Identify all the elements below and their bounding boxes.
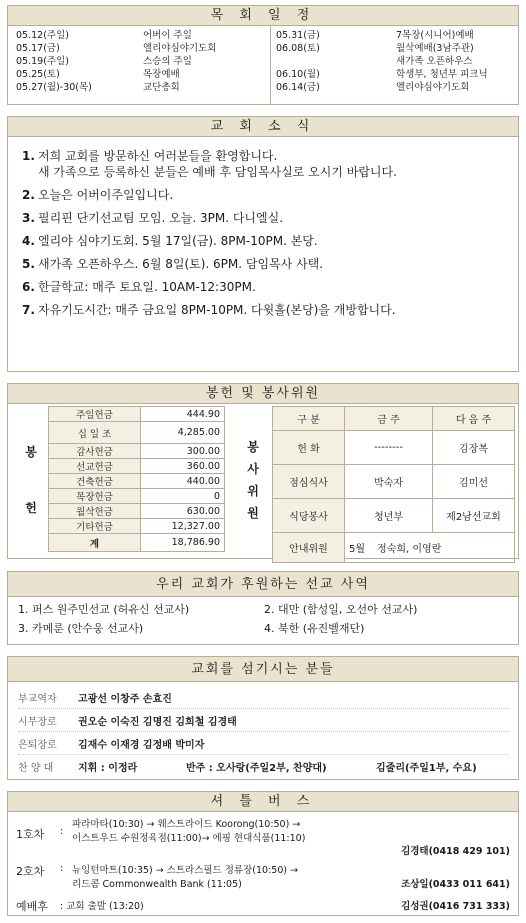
mission-item: 4. 북한 (유진벨재단) — [264, 622, 365, 635]
schedule-divider — [270, 26, 271, 104]
schedule-title: 목 회 일 정 — [8, 6, 518, 26]
shuttle-return-label: 예배후 — [16, 900, 48, 913]
servers-row — [18, 732, 508, 755]
schedule-event: 목장예배 — [143, 69, 180, 80]
serve-row: 점심식사 박숙자 김미선 — [273, 465, 515, 499]
schedule-body — [8, 26, 518, 104]
news-text: 한글학교: 매주 토요일. 10AM-12:30PM. — [38, 280, 256, 294]
schedule-event: 교단총회 — [143, 82, 180, 93]
schedule-date: 05.27(월)-30(목) — [16, 82, 92, 93]
schedule-left-events — [143, 29, 216, 94]
servers-names: 반주 : 오사랑(주일2부, 찬양대) — [186, 763, 327, 774]
schedule-left-dates — [16, 29, 92, 94]
schedule-event: 7목장(시니어)예배 — [396, 30, 474, 41]
servers-body — [8, 682, 518, 782]
news-item — [22, 148, 504, 180]
serve-head-row: 구 분 금 주 다 음 주 — [273, 407, 515, 431]
missions-title: 우리 교회가 후원하는 선교 사역 — [8, 572, 518, 597]
news-section — [7, 116, 519, 372]
mission-item: 2. 대만 (함성일, 오선아 선교사) — [264, 603, 418, 616]
news-text: 오늘은 어버이주일입니다. — [38, 188, 174, 202]
schedule-event: 어버이 주일 — [143, 30, 192, 41]
mission-item: 1. 퍼스 원주민선교 (허유신 선교사) — [18, 603, 190, 616]
shuttle-route: 파라마타(10:30) → 웨스트라이드 Koorong(10:50) → — [72, 819, 301, 830]
servers-names: 김줄리(주일1부, 수요) — [376, 763, 477, 774]
serve-table-wrap — [272, 406, 515, 563]
schedule-right-events — [396, 29, 488, 94]
schedule-date: 05.17(금) — [16, 43, 60, 54]
servers-label: 부교역자 — [18, 693, 57, 705]
news-list — [22, 148, 504, 318]
shuttle-car-label: 1호차 — [16, 828, 45, 841]
offering-table — [48, 406, 225, 552]
schedule-date: 05.12(주일) — [16, 30, 69, 41]
mission-item: 3. 카메룬 (안수웅 선교사) — [18, 622, 144, 635]
schedule-section — [7, 5, 519, 105]
news-item — [22, 233, 504, 249]
news-item — [22, 210, 504, 226]
servers-names: 권오순 이숙진 김명진 김희철 김경태 — [78, 716, 237, 728]
usher-row: 안내위원 5월 정숙희, 이영란 — [273, 533, 515, 563]
shuttle-car-label: 2호차 — [16, 865, 45, 878]
shuttle-driver: 김경태(0418 429 101) — [401, 846, 510, 857]
news-text: 새가족 오픈하우스. 6월 8일(토). 6PM. 담임목사 사택. — [38, 257, 324, 271]
offering-side-label: 봉 헌 — [25, 445, 37, 515]
servers-title: 교회를 섬기시는 분들 — [8, 657, 518, 682]
schedule-date: 06.08(토) — [276, 43, 320, 54]
news-num: 6. — [22, 280, 35, 294]
news-item — [22, 302, 504, 318]
serve-table — [272, 406, 515, 563]
offering-row: 감사헌금 300.00 — [49, 444, 225, 459]
schedule-event: 엘리야심야기도회 — [143, 43, 217, 54]
servers-row — [18, 755, 508, 778]
shuttle-route: 이스트우드 수원정육점(11:00)→ 에핑 현대식품(11:10) — [72, 833, 306, 844]
offering-row: 주일헌금 444.90 — [49, 407, 225, 422]
offering-row: 월삭헌금 630.00 — [49, 504, 225, 519]
offering-section — [7, 383, 519, 559]
shuttle-return-text: : 교회 출발 (13:20) — [60, 901, 144, 912]
news-text: 저희 교회를 방문하신 여러분들을 환영합니다. — [38, 149, 278, 163]
serve-row: 헌 화 -------- 김장복 — [273, 431, 515, 465]
news-text-2: 새 가족으로 등록하신 분들은 예배 후 담임목사실로 오시기 바랍니다. — [38, 165, 397, 179]
news-text: 엘리야 심야기도회. 5월 17일(금). 8PM-10PM. 본당. — [38, 234, 318, 248]
news-item — [22, 279, 504, 295]
shuttle-driver: 김성권(0416 731 333) — [401, 901, 510, 912]
schedule-date: 05.31(금) — [276, 30, 320, 41]
news-body — [8, 137, 518, 318]
servers-label: 찬 양 대 — [18, 763, 54, 774]
missions-section — [7, 571, 519, 645]
shuttle-route: 뉴잉턴마트(10:35) → 스트라스필드 정류장(10:50) → — [72, 865, 299, 876]
offering-row: 기타헌금 12,327.00 — [49, 519, 225, 534]
servers-row — [18, 709, 508, 732]
news-num: 5. — [22, 257, 35, 271]
servers-row — [18, 686, 508, 709]
offering-row: 십 일 조 4,285.00 — [49, 422, 225, 444]
shuttle-driver: 조상일(0433 011 641) — [401, 879, 510, 890]
usher-month: 5월 — [349, 544, 366, 555]
schedule-event: 스승의 주일 — [143, 56, 192, 67]
news-text: 필리핀 단기선교팀 모임. 오늘. 3PM. 다니엘실. — [38, 211, 284, 225]
serve-side-label: 봉 사 위 원 — [247, 440, 259, 520]
news-num: 7. — [22, 303, 35, 317]
news-text: 자유기도시간: 매주 금요일 8PM-10PM. 다윗홀(본당)을 개방합니다. — [38, 303, 396, 317]
offering-row: 목장헌금 0 — [49, 489, 225, 504]
schedule-event: 새가족 오픈하우스 — [396, 56, 473, 67]
servers-label: 시무장로 — [18, 716, 57, 728]
offering-row: 건축헌금 440.00 — [49, 474, 225, 489]
shuttle-title: 셔 틀 버 스 — [8, 792, 518, 812]
schedule-right-dates — [276, 29, 320, 94]
schedule-event: 엘리야심야기도회 — [396, 82, 470, 93]
shuttle-body: 1호차 : 파라마타(10:30) → 웨스트라이드 Koorong(10:50) → 이스트우드 수원정육점(11:00)→ 에핑 현대식품(11:10) 김경태(0418 429 101) 2호차 : 뉴잉턴마트(10:35) → 스트라스필드 정류장(10:50) → 리드콤 Commonwealth Bank (11:05) 조상일(0433 011 641) 예배후 : 교회 출발 (13:20) 김성권(0416 731 333) — [8, 812, 518, 910]
shuttle-section — [7, 791, 519, 916]
serve-row: 식당봉사 청년부 제2남선교회 — [273, 499, 515, 533]
schedule-date: 06.10(월) — [276, 69, 320, 80]
news-num: 1. — [22, 149, 35, 163]
schedule-event: 학생부, 청년부 피크닉 — [396, 69, 488, 80]
usher-names: 정숙희, 이영란 — [377, 544, 442, 555]
news-item — [22, 256, 504, 272]
schedule-date — [276, 55, 320, 68]
offering-row: 선교헌금 360.00 — [49, 459, 225, 474]
schedule-date: 05.25(토) — [16, 69, 60, 80]
servers-label: 은퇴장로 — [18, 739, 57, 751]
news-num: 2. — [22, 188, 35, 202]
offering-title: 봉헌 및 봉사위원 — [8, 384, 518, 404]
schedule-event: 월삭예배(3남주관) — [396, 43, 474, 54]
servers-section — [7, 656, 519, 780]
servers-names: 고광선 이창주 손효진 — [78, 693, 172, 705]
schedule-date: 06.14(금) — [276, 82, 320, 93]
servers-names: 지휘 : 이정라 — [78, 763, 138, 774]
missions-body — [8, 597, 518, 643]
servers-names: 김재수 이재경 김정배 박미자 — [78, 739, 205, 751]
news-num: 3. — [22, 211, 35, 225]
news-item — [22, 187, 504, 203]
news-title: 교 회 소 식 — [8, 117, 518, 137]
offering-total-row: 계 18,786.90 — [49, 534, 225, 552]
offering-table-wrap — [48, 406, 225, 552]
news-num: 4. — [22, 234, 35, 248]
schedule-date: 05.19(주일) — [16, 56, 69, 67]
shuttle-route: 리드콤 Commonwealth Bank (11:05) — [72, 879, 242, 890]
